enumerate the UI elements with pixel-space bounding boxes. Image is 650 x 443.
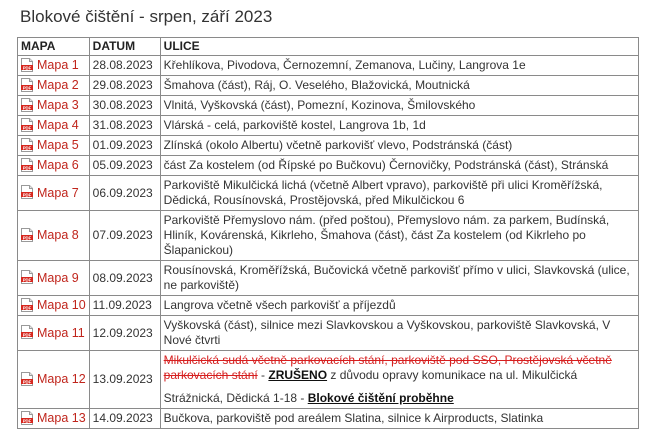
table-row: [18, 261, 639, 296]
date-cell: 30.08.2023: [89, 96, 160, 116]
table-row: [18, 351, 639, 409]
date-cell: 14.09.2023: [89, 409, 160, 429]
pdf-icon[interactable]: [21, 228, 33, 242]
map-cell: [18, 296, 90, 316]
map-link[interactable]: Mapa 3: [37, 98, 79, 112]
date-cell: 11.09.2023: [89, 296, 160, 316]
streets-cell: Parkoviště Mikulčická lichá (včetně Albert vpravo), parkoviště při ulici Kroměřížská, Dědická, Rousínovská, Prostějovská, před Mikulčickou 6: [160, 176, 638, 211]
map-link[interactable]: Mapa 5: [37, 138, 79, 152]
map-link[interactable]: Mapa 11: [37, 325, 85, 340]
streets-cell: Vyškovská (část), silnice mezi Slavkovskou a Vyškovskou, parkoviště Slavkovská, V Nové čtvrti: [160, 316, 638, 351]
streets-cell: Křehlíkova, Pivodova, Černozemní, Zemanova, Lučiny, Langrova 1e: [160, 56, 638, 76]
svg-text:PDF: PDF: [22, 332, 32, 338]
table-row: [18, 56, 639, 76]
svg-text:PDF: PDF: [22, 418, 32, 424]
streets-cell: Rousínovská, Kroměřížská, Bučovická včetně parkovišť přímo v ulici, Slavkovská (ulice, ne parkoviště): [160, 261, 638, 296]
map-cell: [18, 316, 90, 351]
header-date: DATUM: [89, 38, 160, 56]
date-cell: 29.08.2023: [89, 76, 160, 96]
map-link[interactable]: Mapa 7: [37, 185, 79, 200]
map-link[interactable]: Mapa 12: [37, 372, 86, 386]
table-row: [18, 76, 639, 96]
header-streets: ULICE: [160, 38, 638, 56]
svg-text:PDF: PDF: [22, 165, 32, 171]
svg-text:PDF: PDF: [22, 65, 32, 71]
streets-cell: Parkoviště Přemyslovo nám. (před poštou), Přemyslovo nám. za parkem, Budínská, Hliník, Kovárenská, Kikrleho, Šmahova (část), část Za kostelem (od Kikrleho po Šlapanickou): [160, 211, 638, 261]
header-map: MAPA: [18, 38, 90, 56]
date-cell: 01.09.2023: [89, 136, 160, 156]
pdf-icon[interactable]: [21, 118, 33, 132]
pdf-icon[interactable]: [21, 372, 33, 386]
map-cell: [18, 351, 90, 409]
map-cell: [18, 96, 90, 116]
map-cell: [18, 211, 90, 261]
date-cell: 05.09.2023: [89, 156, 160, 176]
separator: -: [257, 368, 269, 382]
pdf-icon[interactable]: [21, 298, 33, 312]
svg-text:PDF: PDF: [22, 235, 32, 241]
schedule-table: [17, 37, 639, 429]
date-cell: 06.09.2023: [89, 176, 160, 211]
table-row: [18, 116, 639, 136]
streets-cell: Langrova včetně všech parkovišť a příjezdů: [160, 296, 638, 316]
map-cell: [18, 76, 90, 96]
replacement-streets: Strážnická, Dědická 1-18 -: [163, 391, 308, 405]
date-cell: 13.09.2023: [89, 351, 160, 409]
pdf-icon[interactable]: [21, 78, 33, 92]
page-title: Blokové čištění - srpen, září 2023: [20, 7, 273, 26]
table-row: [18, 409, 639, 429]
cancel-reason: z důvodu opravy komunikace na ul. Mikulčická: [327, 368, 578, 382]
map-link[interactable]: Mapa 2: [37, 78, 79, 92]
map-cell: [18, 136, 90, 156]
map-link[interactable]: Mapa 13: [37, 411, 86, 425]
map-link[interactable]: Mapa 10: [37, 298, 86, 312]
streets-cell: Vlnitá, Vyškovská (část), Pomezní, Kozinova, Šmilovského: [160, 96, 638, 116]
map-cell: [18, 56, 90, 76]
svg-text:PDF: PDF: [22, 105, 32, 111]
date-cell: 07.09.2023: [89, 211, 160, 261]
pdf-icon[interactable]: [21, 138, 33, 152]
svg-text:PDF: PDF: [22, 125, 32, 131]
pdf-icon[interactable]: [21, 158, 33, 172]
table-row: [18, 136, 639, 156]
table-row: [18, 316, 639, 351]
pdf-icon[interactable]: [21, 411, 33, 425]
svg-text:PDF: PDF: [22, 305, 32, 311]
map-link[interactable]: Mapa 9: [37, 270, 79, 285]
table-body: [18, 56, 639, 429]
pdf-icon[interactable]: [21, 98, 33, 112]
table-row: [18, 296, 639, 316]
streets-cell: Šmahova (část), Ráj, O. Veselého, Blažovická, Moutnická: [160, 76, 638, 96]
streets-cell: Bučkova, parkoviště pod areálem Slatina, silnice k Airproducts, Slatinka: [160, 409, 638, 429]
svg-text:PDF: PDF: [22, 277, 32, 283]
cancelled-streets: Mikulčická sudá včetně parkovacích stání, parkoviště pod SSO, Prostějovská včetně parkovacích stání: [163, 353, 612, 382]
streets-cell: Zlínská (okolo Albertu) včetně parkovišť vlevo, Podstránská (část): [160, 136, 638, 156]
date-cell: 31.08.2023: [89, 116, 160, 136]
map-link[interactable]: Mapa 8: [37, 228, 79, 242]
date-cell: 08.09.2023: [89, 261, 160, 296]
map-cell: [18, 409, 90, 429]
pdf-icon[interactable]: [21, 325, 33, 339]
pdf-icon[interactable]: [21, 58, 33, 72]
svg-text:PDF: PDF: [22, 145, 32, 151]
table-row: [18, 96, 639, 116]
map-cell: [18, 116, 90, 136]
table-row: [18, 156, 639, 176]
map-link[interactable]: Mapa 1: [37, 58, 79, 72]
table-row: [18, 211, 639, 261]
pdf-icon[interactable]: [21, 270, 33, 284]
cleaning-status: Blokové čištění proběhne: [307, 391, 454, 405]
date-cell: 12.09.2023: [89, 316, 160, 351]
pdf-icon[interactable]: [21, 185, 33, 199]
map-cell: [18, 176, 90, 211]
date-cell: 28.08.2023: [89, 56, 160, 76]
map-cell: [18, 156, 90, 176]
table-header-row: [18, 38, 639, 56]
map-link[interactable]: Mapa 4: [37, 118, 79, 132]
map-link[interactable]: Mapa 6: [37, 158, 79, 172]
svg-text:PDF: PDF: [22, 379, 32, 385]
cancelled-label: ZRUŠENO: [268, 368, 328, 382]
streets-cell: Vlárská - celá, parkoviště kostel, Langrova 1b, 1d: [160, 116, 638, 136]
streets-cell: [160, 351, 638, 409]
table-row: [18, 176, 639, 211]
map-cell: [18, 261, 90, 296]
svg-text:PDF: PDF: [22, 85, 32, 91]
streets-cell: část Za kostelem (od Řípské po Bučkovu) Černovičky, Podstránská (část), Stránská: [160, 156, 638, 176]
svg-text:PDF: PDF: [22, 192, 32, 198]
